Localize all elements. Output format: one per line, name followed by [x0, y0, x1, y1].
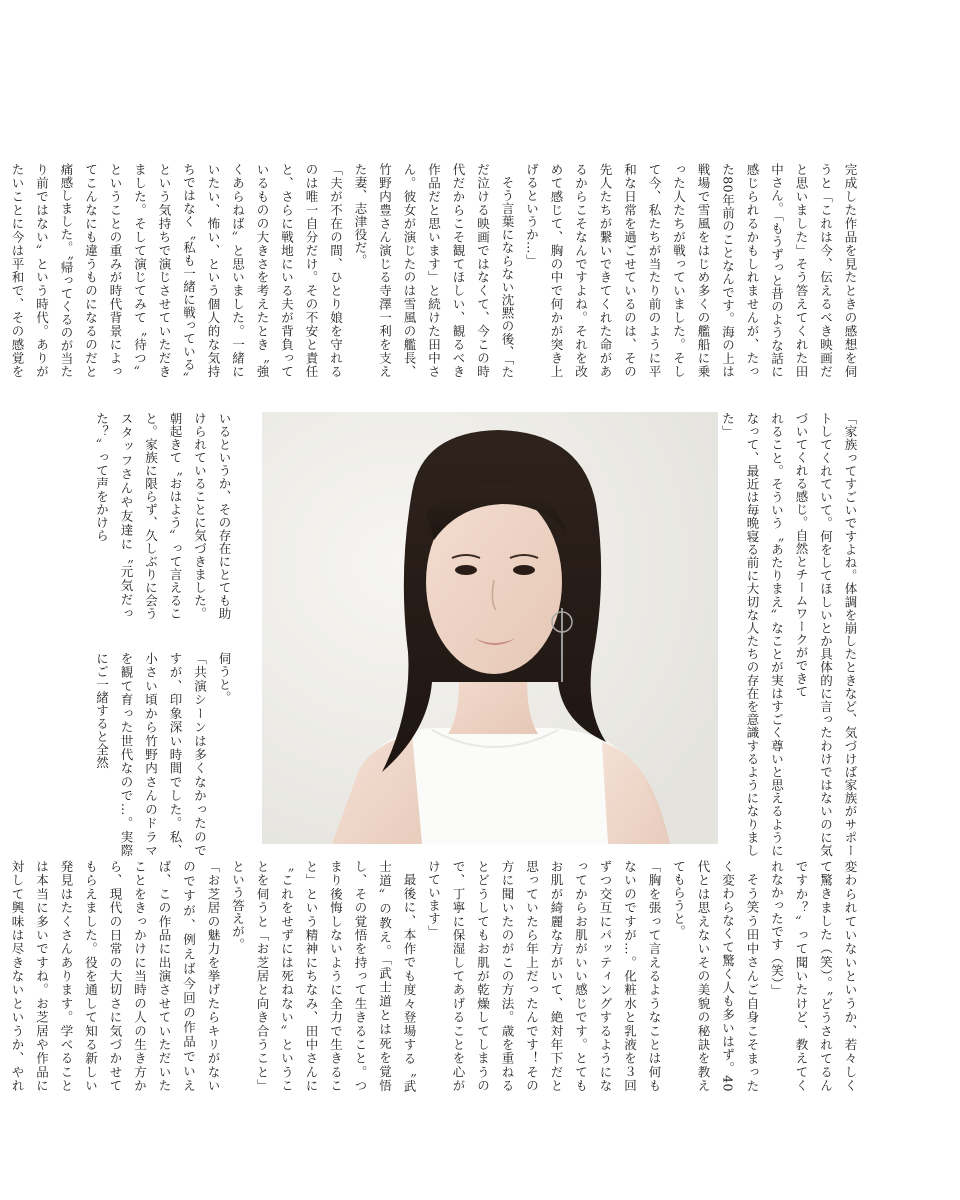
paragraph: 変わられていないというか、若々しくて驚きました（笑）。〝どうされてるんですか？〟って聞いたけど、教えてくれなかったです（笑）」 — [769, 860, 858, 1092]
paragraph: そう笑う田中さんご自身こそまったく変わらなくて驚く人も多いはず。40代とは思えないその美貌の秘訣を教えてもらうと。 — [671, 860, 760, 1092]
paragraph: 「夫が不在の間、ひとり娘を守れるのは唯一自分だけ。その不安と責任と、さらに戦地にいる夫が背負っているものの大きさを考えたとき〝強くあらねば〟と思いました。一緒にいたい、怖い、という個人的な気持ちではなく〝私も一緒に戦っている〟という気持ちで演じさせていただきました。そして演じてみて〝待つ〟ということの重みが時代背景によってこんなにも違うものになるのだと痛感しました。〝帰ってくるのが当たり前ではない〟という時代。ありがたいことに今は平和で、その感覚を — [10, 163, 344, 378]
portrait-photo — [262, 412, 718, 844]
article-text-bottom — [10, 860, 862, 1092]
paragraph: 完成した作品を見たときの感想を伺うと「これは今、伝えるべき映画だと思いました」そう答えてくれた田中さん。「もうずっと昔のような話に感じられるかもしれませんが、たった80年前のことなんです。海の上は戦場で雪風をはじめ多くの艦船に乗った人たちが戦っていました。そして今、私たちが当たり前のように平和な日常を過ごせているのは、その先人たちが繋いできてくれた命があるからこそなんですよね。それを改めて感じて、胸の中で何かが突き上げるというか…」 — [524, 163, 858, 378]
paragraph: れること。そういう〝あたりまえ〟なことが実はすごく尊いと思えるようになって、最近は毎晩寝る前に大切な人たちの存在を意識するようになりました」 — [720, 412, 785, 857]
article-text-middle-left-lower — [94, 652, 236, 857]
paragraph: 伺うと。 — [217, 652, 232, 704]
paragraph: いるというか、その存在にとても助けられていることに気づきました。朝起きて〝おはよう〟って言えること。家族に限らず、久しぶりに会うスタッフさんや友達に〝元気だった？〟って声をかけら — [94, 412, 232, 620]
paragraph: 最後に、本作でも度々登場する〝武士道〟の教え。「武士道とは死を覚悟し、その覚悟を持って生きること。つまり後悔しないように全力で生きること」という精神にちなみ、田中さんに〝これをせずには死ねない〟ということを伺うと「お芝居と向き合うこと」という答えが。 — [230, 860, 417, 1092]
paragraph: 「お芝居の魅力を挙げたらキリがないのですが、例えば今回の作品でいえば、この作品に出演させていただいたことをきっかけに当時の人の生き方から、現代の日常の大切さに気づかせてもらえました。役を通して知る新しい発見はたくさんあります。学べることは本当に多いですね。お芝居や作品に対して興味は尽きないというか、やれ — [10, 860, 221, 1092]
paragraph: そう言葉にならない沈黙の後、「ただ泣ける映画ではなくて、今この時代だからこそ観てほしい、観るべき作品だと思います」と続けた田中さん。彼女が演じたのは雪風の艦長、竹野内豊さん演じる寺澤一利を支えた妻、志津役だ。 — [353, 163, 515, 378]
paragraph: 「胸を張って言えるようなことは何もないのですが…。化粧水と乳液を３回ずつ交互にパッティングするようになってからお肌がいい感じです。とてもお肌が綺麗な方がいて、絶対年下だと思っていたら年上だったんです！その方に聞いたのがこの方法。歳を重ねるとどうしてもお肌が乾燥してしまうので、丁寧に保湿してあげることを心がけています」 — [426, 860, 662, 1092]
article-text-top — [10, 163, 862, 378]
article-text-middle-right — [720, 412, 862, 857]
portrait-illustration — [262, 412, 718, 844]
paragraph: 「共演シーンは多くなかったのですが、印象深い時間でした。私、小さい頃から竹野内さんのドラマを観て育った世代なので…。実際にご一緒すると全然 — [94, 652, 208, 857]
paragraph: 「家族ってすごいですよね。体調を崩したときなど、気づけば家族がサポートしてくれていて。何をしてほしいとか具体的に言ったわけではないのに気づいてくれる感じ。自然とチームワークができて — [794, 412, 858, 857]
article-text-middle-left-upper — [94, 412, 236, 620]
